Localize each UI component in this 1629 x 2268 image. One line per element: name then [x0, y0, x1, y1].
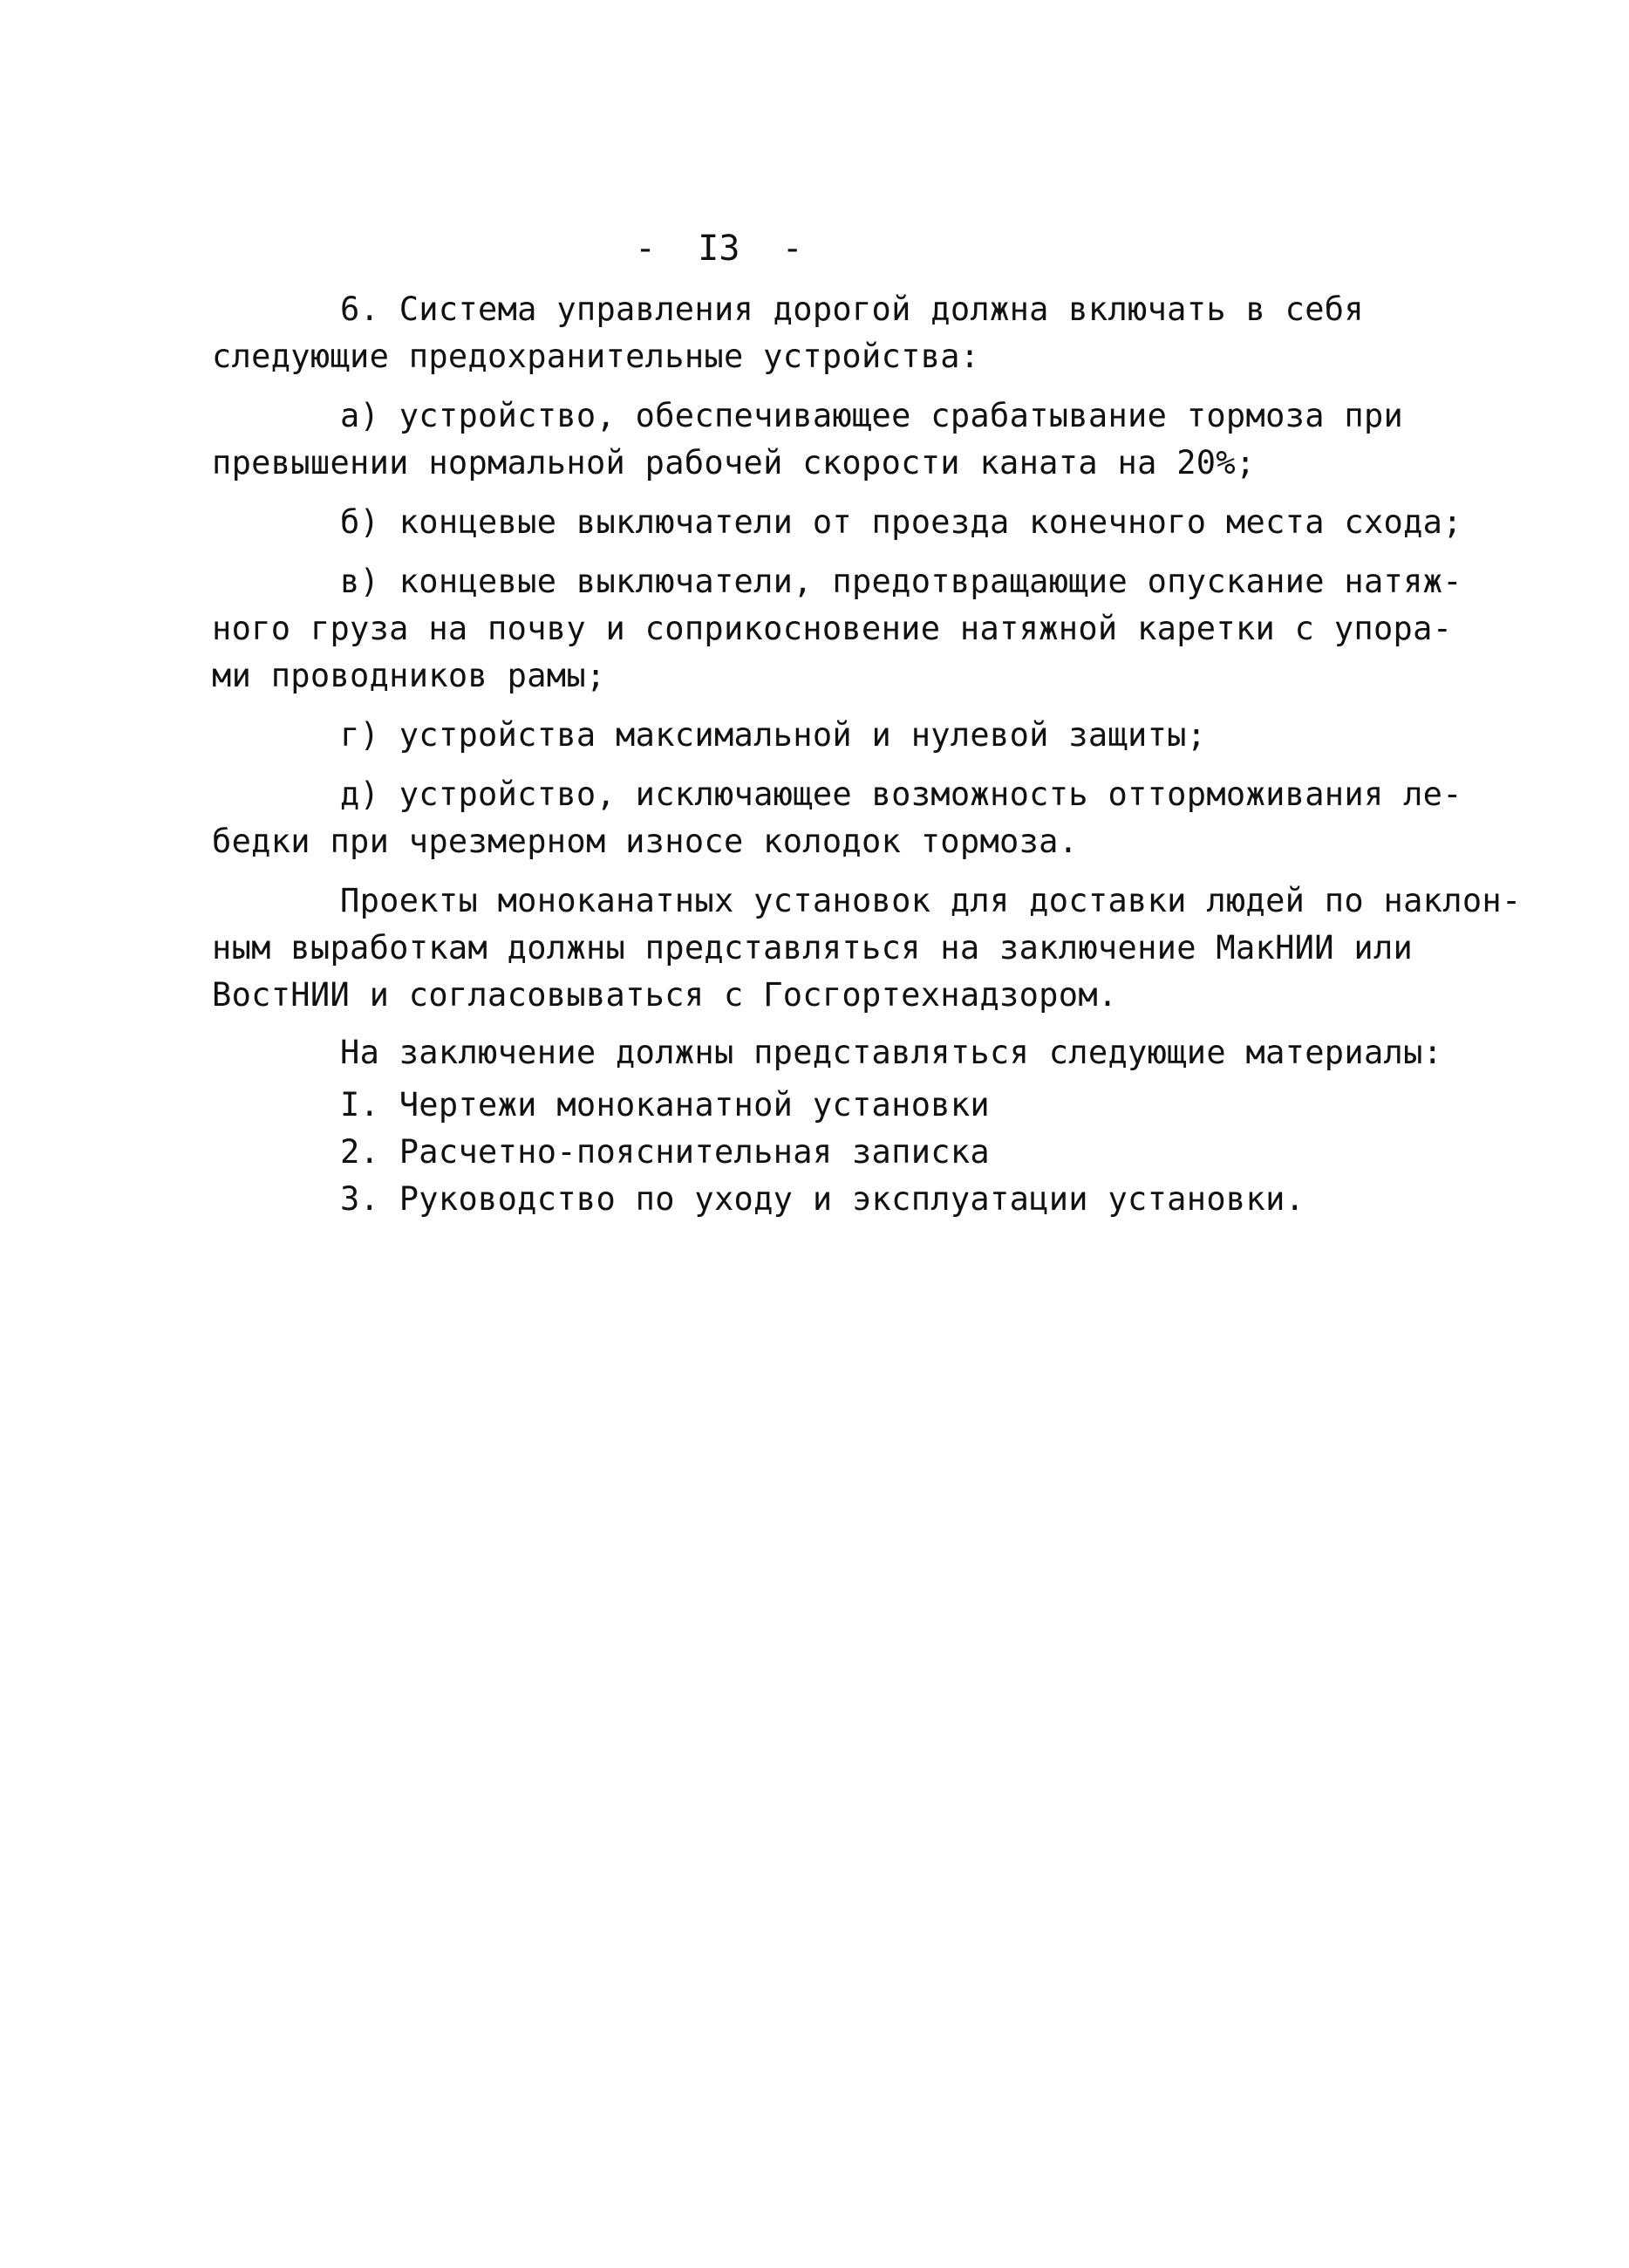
- item-v-line3: ми проводников рамы;: [212, 657, 606, 694]
- item-a-line1: а) устройство, обеспечивающее срабатывание тормоза при: [340, 397, 1404, 434]
- item6-line2: следующие предохранительные устройства:: [212, 338, 980, 375]
- material-item-2: 2. Расчетно-пояснительная записка: [340, 1133, 991, 1171]
- item-a-line2: превышении нормальной рабочей скорости каната на 20%;: [212, 444, 1256, 482]
- item-d-line1: д) устройство, исключающее возможность отторможивания ле-: [340, 775, 1462, 813]
- projects-line2: ным выработкам должны представляться на заключение МакНИИ или: [212, 929, 1414, 967]
- materials-intro: На заключение должны представляться следующие материалы:: [340, 1034, 1443, 1071]
- material-item-3: 3. Руководство по уходу и эксплуатации установки.: [340, 1180, 1305, 1218]
- material-item-1: I. Чертежи моноканатной установки: [340, 1086, 991, 1124]
- item-g-line1: г) устройства максимальной и нулевой защиты;: [340, 716, 1207, 754]
- item-v-line2: ного груза на почву и соприкосновение натяжной каретки с упора-: [212, 610, 1453, 647]
- projects-line1: Проекты моноканатных установок для доставки людей по наклон-: [340, 882, 1522, 919]
- item-b-line1: б) концевые выключатели от проезда конечного места схода;: [340, 503, 1462, 541]
- item-d-line2: бедки при чрезмерном износе колодок тормоза.: [212, 823, 1079, 860]
- page-number: - I3 -: [635, 229, 803, 269]
- item-v-line1: в) концевые выключатели, предотвращающие опускание натяж-: [340, 563, 1462, 600]
- projects-line3: ВостНИИ и согласовываться с Госгортехнадзором.: [212, 976, 1118, 1014]
- item6-line1: 6. Система управления дорогой должна включать в себя: [340, 290, 1364, 328]
